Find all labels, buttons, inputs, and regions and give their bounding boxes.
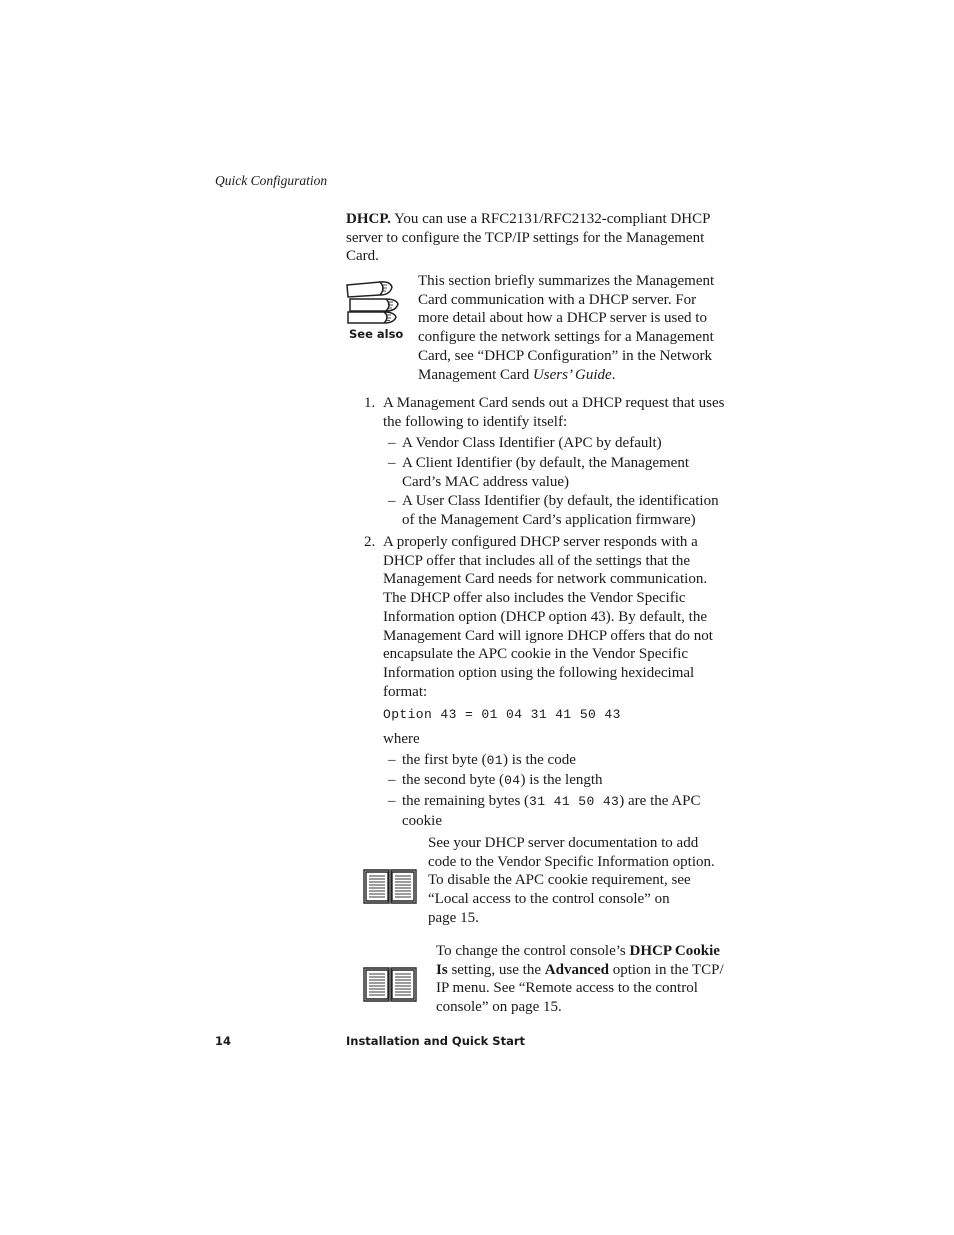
step-2-number: 2. (364, 534, 376, 550)
see-also-books-icon (344, 278, 402, 328)
note-1: See your DHCP server documentation to add code to the Vendor Specific Information option. To disable the APC cookie requirement, see “Local access to the control console” on page 15. (428, 835, 715, 926)
code-sample: Option 43 = 01 04 31 41 50 43 (383, 707, 621, 722)
page-number: 14 (215, 1034, 232, 1048)
running-header: Quick Configuration (215, 173, 328, 188)
where-label: where (383, 731, 420, 747)
open-book-icon (362, 866, 418, 906)
users-guide-title: Users’ Guide (532, 366, 612, 383)
see-also-note: This section briefly summarizes the Management Card communication with a DHCP server. For more detail about how a DHCP server is used to configure the network settings for a Management Card, see “DHCP Configuration” in the Network Management Card Users’ Guide. (418, 273, 715, 383)
dhcp-lead: DHCP. (346, 211, 391, 227)
footer-title: Installation and Quick Start (346, 1034, 526, 1048)
dhcp-intro: DHCP. You can use a RFC2131/RFC2132-compliant DHCP server to configure the TCP/IP settings for the Management Card. (346, 211, 711, 265)
see-also-label: See also (349, 327, 404, 341)
note-2: To change the control console’s DHCP Cookie Is setting, use the Advanced option in the TCP/ IP menu. See “Remote access to the control console” on page 15. (436, 943, 724, 1016)
open-book-icon (362, 964, 418, 1004)
step-1-number: 1. (364, 395, 376, 411)
